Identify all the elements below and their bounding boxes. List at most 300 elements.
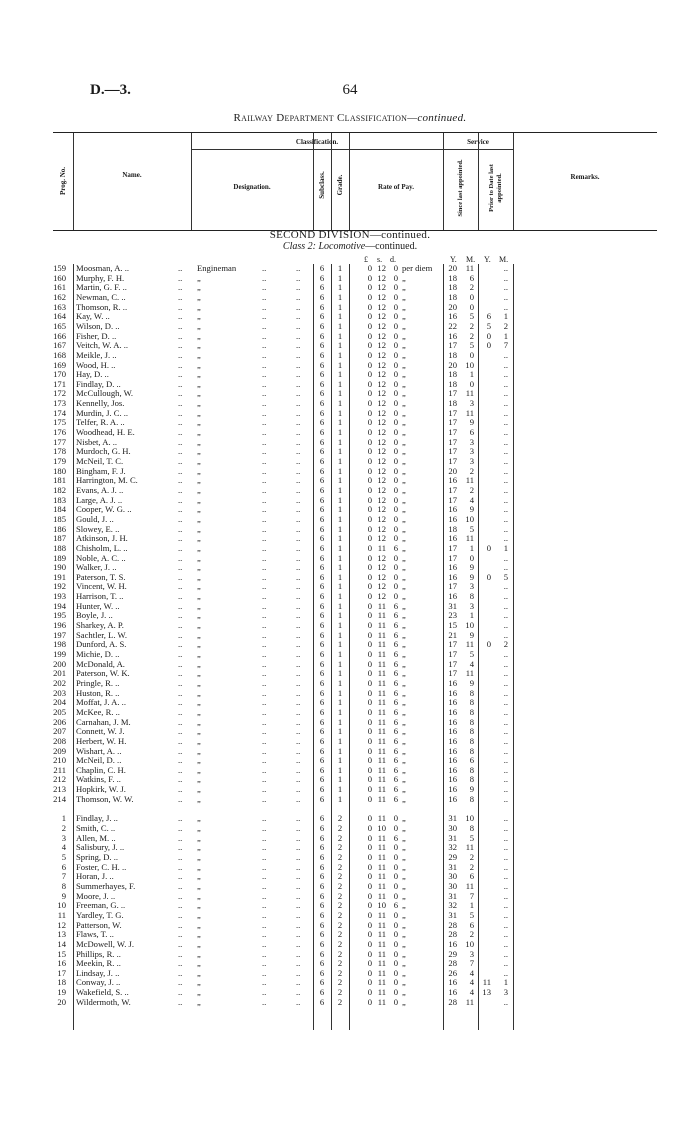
subclass: 6 — [319, 620, 325, 631]
leader-dots: .. — [178, 697, 183, 708]
grade: 2 — [337, 861, 343, 872]
prog-no: 197 — [53, 629, 66, 640]
pay-pence: 0 — [393, 484, 398, 495]
subclass: 6 — [319, 716, 325, 727]
pay-shillings: 11 — [377, 600, 386, 611]
designation: „ — [197, 436, 201, 447]
leader-dots: .. — [296, 745, 301, 756]
leader-dots: .. — [296, 793, 301, 804]
prior-months: .. — [503, 861, 508, 872]
prior-months: 7 — [503, 340, 508, 351]
pay-note: „ — [402, 938, 406, 949]
service-months: 2 — [469, 484, 474, 495]
employee-name: Wishart, A. .. — [76, 745, 122, 756]
service-months: 3 — [469, 600, 474, 611]
service-months: 2 — [469, 852, 474, 862]
prior-months: .. — [503, 359, 508, 370]
leader-dots: .. — [296, 832, 301, 843]
designation: „ — [197, 591, 201, 602]
pay-pence: 0 — [393, 282, 398, 293]
service-months: 6 — [469, 755, 474, 766]
designation: „ — [197, 629, 201, 640]
pay-note: „ — [402, 639, 406, 650]
designation: „ — [197, 378, 201, 389]
leader-dots: .. — [178, 504, 183, 515]
employee-name: Wood, H. .. — [76, 359, 116, 370]
prior-months: .. — [503, 793, 508, 804]
service-months: 10 — [465, 938, 474, 949]
table-row — [0, 351, 700, 361]
pay-pence: 0 — [393, 388, 398, 399]
prog-no: 192 — [53, 581, 66, 592]
service-years: 18 — [448, 378, 457, 389]
prog-no: 185 — [53, 513, 66, 524]
table-row — [0, 940, 700, 950]
prog-no: 206 — [53, 716, 66, 727]
leader-dots: .. — [178, 996, 183, 1007]
pay-pence: 0 — [393, 552, 398, 563]
class-suffix: —continued. — [365, 241, 418, 252]
pay-pounds: 0 — [367, 629, 372, 640]
grade: 2 — [337, 996, 343, 1007]
leader-dots: .. — [262, 755, 267, 766]
employee-name: Sharkey, A. P. — [76, 620, 124, 631]
pay-shillings: 12 — [377, 494, 386, 505]
employee-name: Bingham, F. J. — [76, 465, 126, 476]
prog-no: 200 — [53, 658, 66, 669]
pay-shillings: 12 — [377, 427, 386, 438]
pay-pence: 0 — [393, 301, 398, 312]
pay-pounds: 0 — [367, 600, 372, 611]
grade: 1 — [337, 475, 343, 486]
leader-dots: .. — [262, 967, 267, 978]
prog-no: 164 — [53, 311, 66, 322]
leader-dots: .. — [296, 726, 301, 737]
service-months: 6 — [469, 871, 474, 882]
employee-name: Murdin, J. C. .. — [76, 407, 129, 418]
subclass: 6 — [319, 388, 325, 399]
subclass: 6 — [319, 407, 325, 418]
service-header: Service — [467, 138, 489, 146]
leader-dots: .. — [296, 629, 301, 640]
prog-no-header: Prog. No. — [59, 166, 67, 196]
designation: „ — [197, 407, 201, 418]
leader-dots: .. — [262, 523, 267, 534]
leader-dots: .. — [296, 291, 301, 302]
employee-name: Conway, J. .. — [76, 977, 121, 988]
service-months: 0 — [469, 291, 474, 302]
pay-shillings: 12 — [377, 388, 386, 399]
pay-pounds: 0 — [367, 755, 372, 766]
prior-months: .. — [503, 677, 508, 688]
pay-shillings: 11 — [377, 764, 386, 775]
service-months: 10 — [465, 513, 474, 524]
leader-dots: .. — [296, 581, 301, 592]
designation: „ — [197, 513, 201, 524]
service-months: 2 — [469, 861, 474, 872]
pay-pence: 0 — [393, 475, 398, 486]
service-years: 16 — [448, 697, 457, 708]
pay-pounds: 0 — [367, 504, 372, 515]
service-months: 2 — [469, 330, 474, 341]
pay-pence: 6 — [393, 764, 398, 775]
designation: „ — [197, 919, 201, 930]
subclass: 6 — [319, 726, 325, 737]
prog-no: 188 — [53, 542, 66, 553]
designation: „ — [197, 475, 201, 486]
leader-dots: .. — [178, 581, 183, 592]
subclass: 6 — [319, 861, 325, 872]
employee-name: Meekin, R. .. — [76, 958, 121, 969]
pay-pounds: 0 — [367, 967, 372, 978]
pay-pence: 0 — [393, 320, 398, 331]
employee-name: Walker, J. .. — [76, 562, 117, 573]
pay-shillings: 11 — [377, 745, 386, 756]
unit-shillings: s. — [377, 255, 383, 264]
pay-shillings: 12 — [377, 320, 386, 331]
leader-dots: .. — [296, 958, 301, 969]
subclass: 6 — [319, 706, 325, 717]
service-years: 31 — [448, 909, 457, 920]
employee-name: Kennelly, Jos. — [76, 398, 125, 409]
subclass: 6 — [319, 436, 325, 447]
leader-dots: .. — [178, 871, 183, 882]
pay-pence: 0 — [393, 996, 398, 1007]
prior-years: 0 — [486, 571, 491, 582]
service-months: 2 — [469, 282, 474, 293]
leader-dots: .. — [178, 687, 183, 698]
pay-pence: 0 — [393, 880, 398, 891]
service-months: 8 — [469, 706, 474, 717]
pay-pence: 6 — [393, 900, 398, 911]
leader-dots: .. — [296, 610, 301, 621]
pay-note: „ — [402, 581, 406, 592]
service-years: 30 — [448, 823, 457, 834]
leader-dots: .. — [296, 687, 301, 698]
employee-name: Pringle, R. .. — [76, 677, 120, 688]
pay-pence: 0 — [393, 909, 398, 920]
grade: 1 — [337, 456, 343, 466]
grade: 1 — [337, 581, 343, 592]
employee-name: Wildermoth, W. — [76, 996, 131, 1007]
grade: 1 — [337, 417, 343, 428]
prior-months: .. — [503, 755, 508, 766]
designation: „ — [197, 398, 201, 409]
grade: 1 — [337, 369, 343, 380]
grade: 1 — [337, 282, 343, 293]
service-years: 31 — [448, 890, 457, 901]
pay-pence: 6 — [393, 658, 398, 669]
service-months: 3 — [469, 446, 474, 457]
prior-months: .. — [503, 620, 508, 631]
designation: „ — [197, 349, 201, 360]
prog-no: 212 — [53, 774, 66, 785]
pay-pence: 6 — [393, 600, 398, 611]
pay-note: „ — [402, 861, 406, 872]
subclass: 6 — [319, 668, 325, 679]
prog-no: 19 — [57, 987, 66, 998]
leader-dots: .. — [262, 340, 267, 351]
prog-no: 165 — [53, 320, 66, 331]
subclass: 6 — [319, 398, 325, 409]
class-prefix: Class 2: — [282, 241, 316, 252]
leader-dots: .. — [262, 726, 267, 737]
service-months: 9 — [469, 562, 474, 573]
service-years: 18 — [448, 369, 457, 380]
prior-months: .. — [503, 938, 508, 949]
prior-months: .. — [503, 658, 508, 669]
pay-shillings: 12 — [377, 407, 386, 418]
pay-shillings: 12 — [377, 475, 386, 486]
leader-dots: .. — [178, 793, 183, 804]
service-months: 0 — [469, 301, 474, 312]
table-row — [0, 486, 700, 496]
leader-dots: .. — [262, 571, 267, 582]
pay-shillings: 11 — [377, 987, 386, 998]
pay-pence: 6 — [393, 687, 398, 698]
service-months: 8 — [469, 774, 474, 785]
prog-no: 205 — [53, 706, 66, 717]
service-years: 22 — [448, 320, 457, 331]
leader-dots: .. — [178, 340, 183, 351]
leader-dots: .. — [296, 909, 301, 920]
service-years: 17 — [448, 581, 457, 592]
leader-dots: .. — [296, 417, 301, 428]
pay-note: „ — [402, 378, 406, 389]
prog-no: 198 — [53, 639, 66, 650]
employee-name: Noble, A. C. .. — [76, 552, 126, 563]
subclass: 6 — [319, 311, 325, 322]
leader-dots: .. — [178, 349, 183, 360]
leader-dots: .. — [296, 475, 301, 486]
pay-shillings: 11 — [377, 610, 386, 621]
service-years: 17 — [448, 340, 457, 351]
employee-name: Lindsay, J. .. — [76, 967, 120, 978]
leader-dots: .. — [296, 706, 301, 717]
grade: 1 — [337, 301, 343, 312]
pay-pounds: 0 — [367, 552, 372, 563]
designation: „ — [197, 340, 201, 351]
pay-shillings: 12 — [377, 465, 386, 476]
service-years: 29 — [448, 948, 457, 959]
prog-no: 2 — [61, 823, 66, 834]
subclass: 6 — [319, 494, 325, 505]
pay-pence: 0 — [393, 311, 398, 322]
leader-dots: .. — [296, 378, 301, 389]
employee-name: Freeman, G. .. — [76, 900, 126, 911]
designation: „ — [197, 581, 201, 592]
pay-pence: 6 — [393, 677, 398, 688]
prior-months: .. — [503, 900, 508, 911]
service-years: 16 — [448, 774, 457, 785]
designation: „ — [197, 774, 201, 785]
leader-dots: .. — [178, 977, 183, 988]
subclass: 6 — [319, 610, 325, 621]
prior-months: 5 — [503, 571, 508, 582]
leader-dots: .. — [178, 494, 183, 505]
service-months: 5 — [469, 311, 474, 322]
pay-pence: 0 — [393, 417, 398, 428]
pay-pence: 6 — [393, 716, 398, 727]
subtitle-main: Railway Department Classification — [233, 112, 408, 124]
pay-pounds: 0 — [367, 697, 372, 708]
leader-dots: .. — [296, 388, 301, 399]
table-row — [0, 679, 700, 689]
service-months: 4 — [469, 977, 474, 988]
leader-dots: .. — [262, 793, 267, 804]
employee-name: Summerhayes, F. — [76, 880, 136, 891]
prior-months: .. — [503, 890, 508, 901]
leader-dots: .. — [178, 861, 183, 872]
designation: „ — [197, 301, 201, 312]
service-months: 11 — [465, 668, 474, 679]
pay-note: „ — [402, 398, 406, 409]
prog-no: 172 — [53, 388, 66, 399]
service-years: 17 — [448, 649, 457, 659]
leader-dots: .. — [178, 890, 183, 901]
grade: 1 — [337, 658, 343, 669]
subclass: 6 — [319, 542, 325, 553]
service-months: 9 — [469, 784, 474, 795]
designation: „ — [197, 755, 201, 766]
pay-shillings: 11 — [377, 919, 386, 930]
leader-dots: .. — [296, 774, 301, 785]
pay-shillings: 12 — [377, 398, 386, 409]
prog-no: 16 — [57, 958, 66, 969]
subclass: 6 — [319, 890, 325, 901]
subclass: 6 — [319, 301, 325, 312]
pay-note: „ — [402, 523, 406, 534]
employee-name: Paterson, W. K. — [76, 668, 130, 679]
grade: 2 — [337, 880, 343, 891]
pay-pounds: 0 — [367, 919, 372, 930]
grade: 1 — [337, 263, 343, 273]
grade: 1 — [337, 639, 343, 650]
pay-pence: 6 — [393, 832, 398, 843]
prior-months: .. — [503, 291, 508, 302]
pay-shillings: 11 — [377, 938, 386, 949]
pay-shillings: 11 — [377, 842, 386, 853]
prior-years: 11 — [482, 977, 491, 988]
designation: Engineman — [197, 263, 237, 273]
unit-pence: d. — [390, 255, 396, 264]
service-years: 18 — [448, 272, 457, 283]
employee-name: Atkinson, J. H. — [76, 533, 128, 544]
leader-dots: .. — [262, 774, 267, 785]
designation: „ — [197, 388, 201, 399]
prior-months: .. — [503, 784, 508, 795]
pay-shillings: 11 — [377, 967, 386, 978]
prior-months: .. — [503, 929, 508, 940]
leader-dots: .. — [296, 407, 301, 418]
leader-dots: .. — [178, 938, 183, 949]
pay-shillings: 11 — [377, 735, 386, 746]
pay-pence: 6 — [393, 649, 398, 659]
employee-name: Martin, G. F. .. — [76, 282, 127, 293]
leader-dots: .. — [296, 320, 301, 331]
designation: „ — [197, 967, 201, 978]
pay-shillings: 11 — [377, 958, 386, 969]
service-months: 9 — [469, 677, 474, 688]
subclass: 6 — [319, 677, 325, 688]
leader-dots: .. — [296, 263, 301, 273]
prog-no: 210 — [53, 755, 66, 766]
prior-months: .. — [503, 436, 508, 447]
designation: „ — [197, 639, 201, 650]
pay-pounds: 0 — [367, 340, 372, 351]
pay-pence: 6 — [393, 755, 398, 766]
grade: 2 — [337, 852, 343, 862]
pay-pence: 0 — [393, 272, 398, 283]
pay-pence: 6 — [393, 784, 398, 795]
prior-months: .. — [503, 764, 508, 775]
pay-pounds: 0 — [367, 977, 372, 988]
leader-dots: .. — [262, 823, 267, 834]
leader-dots: .. — [178, 880, 183, 891]
prior-months: .. — [503, 842, 508, 853]
subclass: 6 — [319, 456, 325, 466]
pay-pounds: 0 — [367, 774, 372, 785]
designation: „ — [197, 494, 201, 505]
prior-months: .. — [503, 562, 508, 573]
subclass: 6 — [319, 977, 325, 988]
pay-pence: 0 — [393, 465, 398, 476]
prior-months: .. — [503, 649, 508, 659]
employee-name: Cooper, W. G. .. — [76, 504, 132, 515]
prior-months: .. — [503, 494, 508, 505]
leader-dots: .. — [262, 784, 267, 795]
pay-shillings: 12 — [377, 581, 386, 592]
leader-dots: .. — [262, 987, 267, 998]
subclass: 6 — [319, 909, 325, 920]
pay-pounds: 0 — [367, 311, 372, 322]
designation: „ — [197, 861, 201, 872]
prior-months: .. — [503, 726, 508, 737]
subclass: 6 — [319, 369, 325, 380]
prog-no: 184 — [53, 504, 66, 515]
employee-name: Horan, J. .. — [76, 871, 114, 882]
pay-pence: 6 — [393, 668, 398, 679]
designation: „ — [197, 359, 201, 370]
prior-months: .. — [503, 417, 508, 428]
designation: „ — [197, 832, 201, 843]
pay-pence: 6 — [393, 629, 398, 640]
prior-months: .. — [503, 456, 508, 466]
grade: 1 — [337, 291, 343, 302]
pay-pounds: 0 — [367, 291, 372, 302]
pay-note: „ — [402, 687, 406, 698]
pay-shillings: 11 — [377, 880, 386, 891]
grade: 2 — [337, 977, 343, 988]
service-years: 18 — [448, 291, 457, 302]
leader-dots: .. — [178, 629, 183, 640]
grade: 1 — [337, 427, 343, 438]
subclass: 6 — [319, 427, 325, 438]
leader-dots: .. — [178, 813, 183, 824]
prog-no: 183 — [53, 494, 66, 505]
leader-dots: .. — [178, 417, 183, 428]
designation: „ — [197, 620, 201, 631]
prior-months: .. — [503, 533, 508, 544]
prog-no: 170 — [53, 369, 66, 380]
leader-dots: .. — [296, 446, 301, 457]
leader-dots: .. — [262, 948, 267, 959]
pay-shillings: 11 — [377, 977, 386, 988]
leader-dots: .. — [178, 600, 183, 611]
service-years: 31 — [448, 600, 457, 611]
pay-pence: 0 — [393, 842, 398, 853]
leader-dots: .. — [296, 823, 301, 834]
